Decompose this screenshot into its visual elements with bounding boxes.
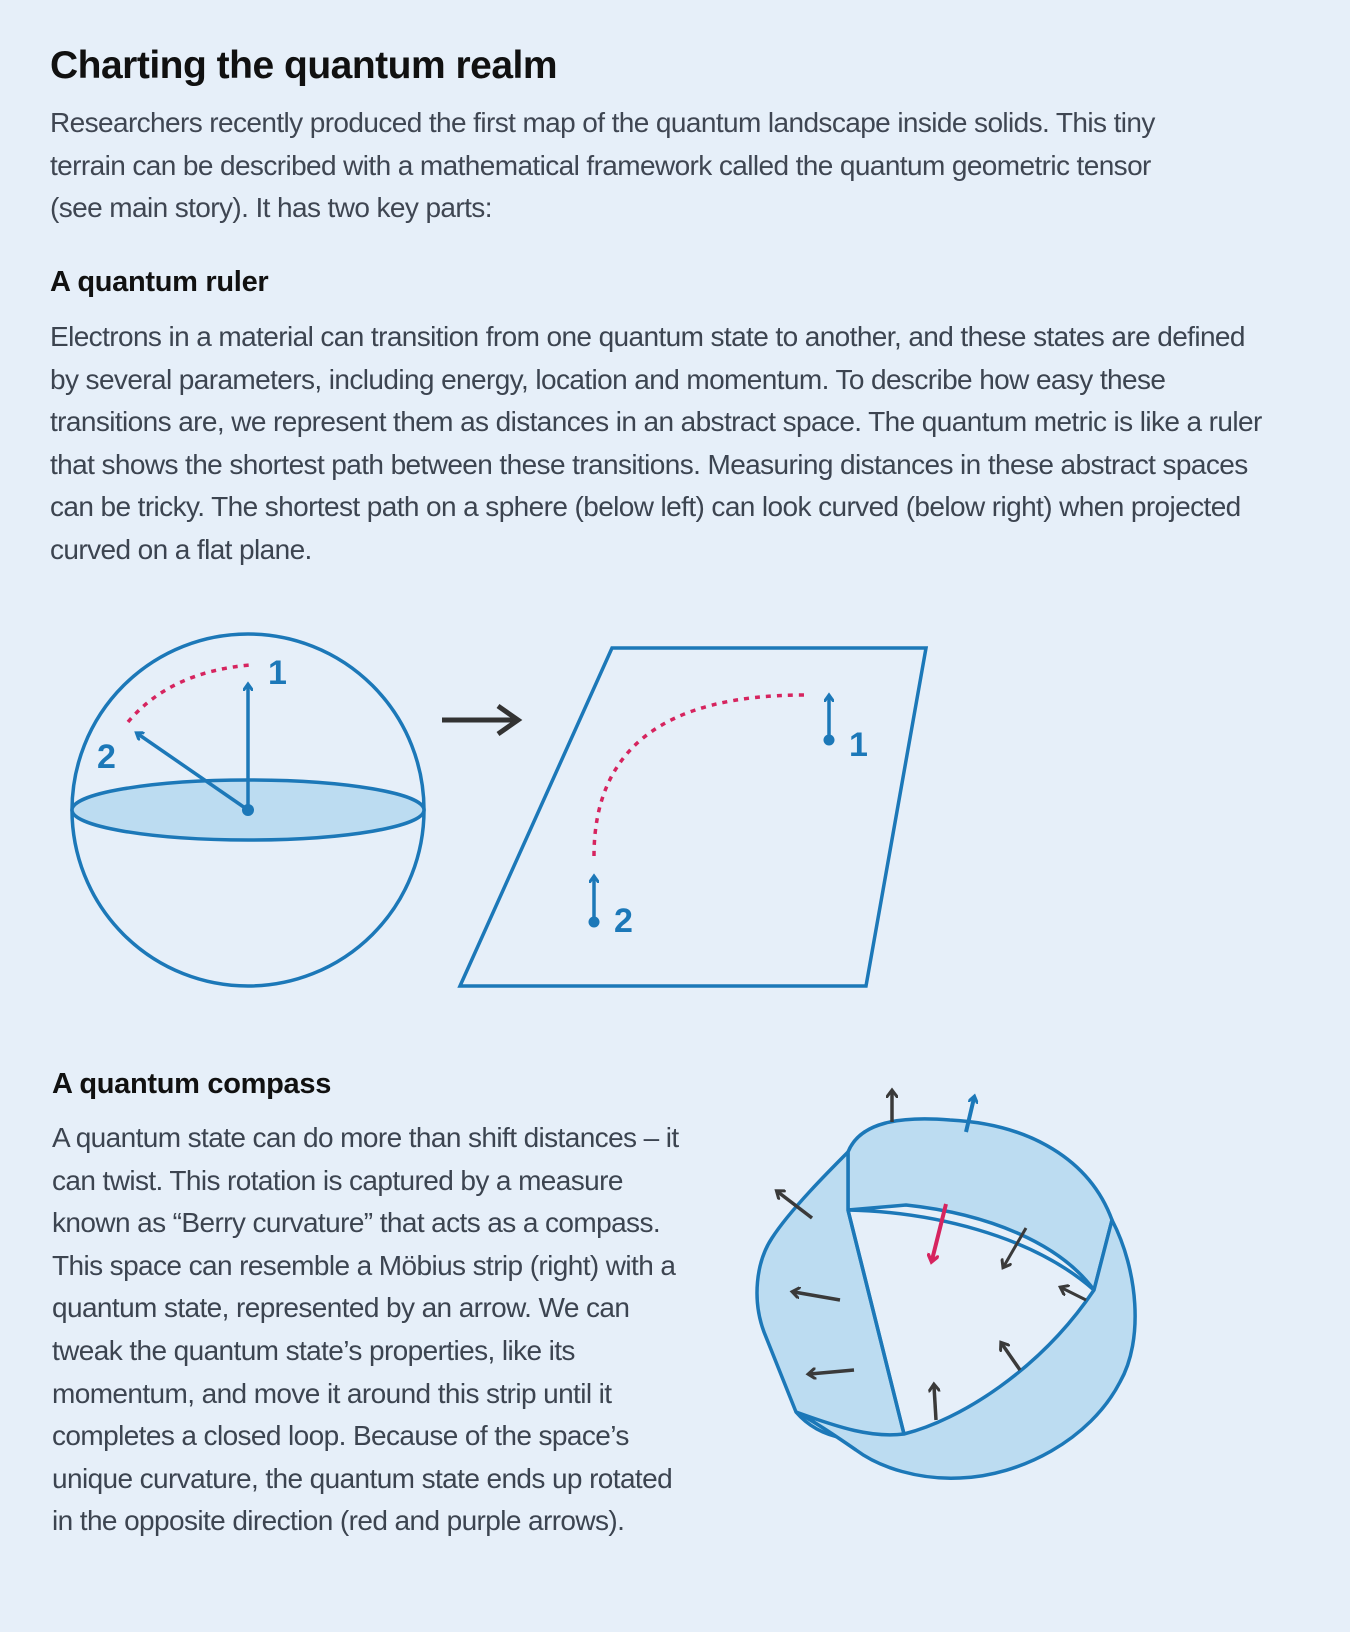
mobius-back-band [848, 1119, 1112, 1290]
mobius-arrow-far-right [1062, 1288, 1086, 1300]
ruler-heading: A quantum ruler [50, 266, 269, 298]
plane-label-2: 2 [614, 902, 633, 940]
intro-text: Researchers recently produced the first map of the quantum landscape inside solids. This tiny terrain can be described with a mathematical framework called the quantum geometric tensor (see main story). It has two key parts: [50, 107, 1155, 223]
sphere-label-2: 2 [97, 738, 116, 776]
mobius-strip-diagram [757, 1092, 1135, 1478]
projection-arrow [442, 706, 518, 734]
sphere-shortest-path [128, 665, 250, 722]
sphere-label-1: 1 [268, 654, 287, 692]
page-title: Charting the quantum realm [50, 44, 558, 87]
flat-plane-outline [460, 648, 926, 986]
compass-heading: A quantum compass [52, 1068, 332, 1100]
sphere-center-dot [242, 804, 254, 816]
plane-vector-2-dot [589, 917, 600, 928]
plane-curved-path [594, 695, 804, 856]
sphere-diagram [72, 634, 424, 986]
plane-label-1: 1 [849, 726, 868, 764]
mobius-arrow-front-left [934, 1386, 936, 1420]
ruler-text: Electrons in a material can transition from one quantum state to another, and these states are defined by several parameters, including energy, location and momentum. To describe how easy these transitions are, we represent them as distances in an abstract space. The quantum metric is like a ruler that shows the shortest path between these transitions. Measuring distances in these abstract spaces can be tricky. The shortest path on a sphere (below left) can look curved (below right) when projected curved on a flat plane. [50, 321, 1262, 565]
flat-plane-diagram [460, 648, 926, 986]
mobius-arrow-front-right [1002, 1344, 1020, 1370]
plane-vector-1-dot [824, 735, 835, 746]
compass-text: A quantum state can do more than shift distances – it can twist. This rotation is captured by a measure known as “Berry curvature” that acts as a compass. This space can resemble a Möbius strip (right) with a quantum state, represented by an arrow. We can tweak the quantum state’s properties, like its momentum, and move it around this strip until it completes a closed loop. Because of the space’s unique curvature, the quantum state ends up rotated in the opposite direction (red and purple arrows). [52, 1122, 679, 1537]
mobius-arrow-red [932, 1204, 946, 1260]
